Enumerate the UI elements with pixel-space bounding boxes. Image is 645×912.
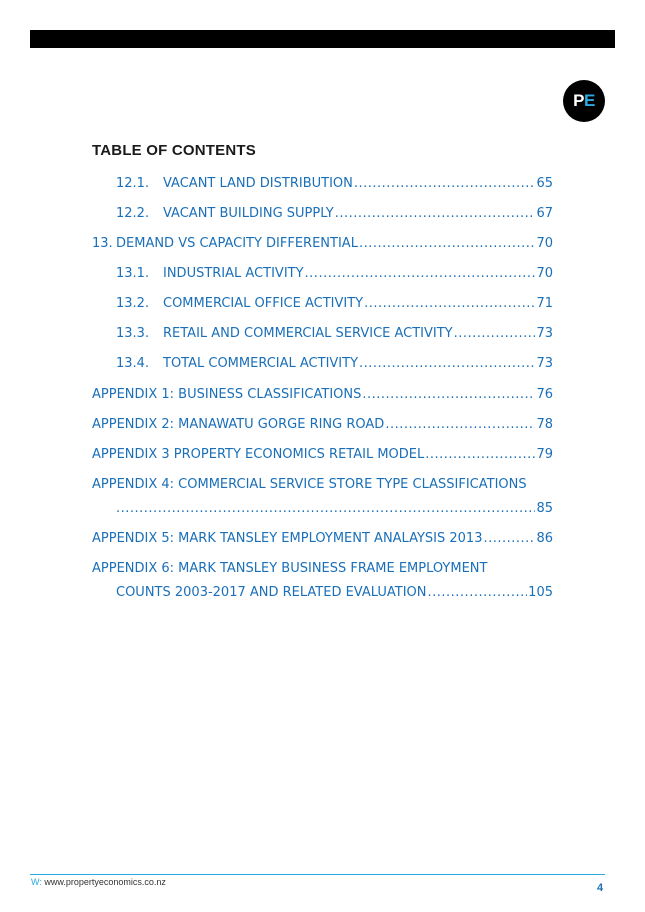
toc-entry-12-2[interactable] xyxy=(116,205,553,223)
footer-divider xyxy=(30,874,605,875)
toc-entry-page: 65 xyxy=(536,176,553,191)
toc-entry-title: RETAIL AND COMMERCIAL SERVICE ACTIVITY xyxy=(163,326,453,341)
toc-entry-appendix-4-title[interactable]: APPENDIX 4: COMMERCIAL SERVICE STORE TYPE CLASSIFICATIONS xyxy=(92,477,527,492)
toc-entry-13-4[interactable] xyxy=(116,355,553,373)
footer-url-prefix: W: xyxy=(31,877,42,887)
toc-entry-12-1[interactable] xyxy=(116,175,553,193)
toc-entry-appendix-6-title[interactable]: APPENDIX 6: MARK TANSLEY BUSINESS FRAME EMPLOYMENT xyxy=(92,561,488,576)
toc-leader-dots xyxy=(428,584,528,602)
toc-leader-dots xyxy=(359,355,535,373)
toc-leader-dots xyxy=(335,205,536,223)
page-number: 4 xyxy=(597,882,604,894)
toc-entry-title: VACANT BUILDING SUPPLY xyxy=(163,206,334,221)
logo-letter-e: E xyxy=(584,91,595,110)
toc-entry-title: INDUSTRIAL ACTIVITY xyxy=(163,266,304,281)
toc-entry-number: 13. xyxy=(92,236,113,251)
logo-letter-p: P xyxy=(573,91,584,110)
toc-leader-dots xyxy=(425,446,535,464)
header-bar xyxy=(30,30,615,48)
toc-leader-dots xyxy=(385,416,535,434)
toc-entry-13-3[interactable] xyxy=(116,325,553,343)
toc-leader-dots xyxy=(305,265,536,283)
property-economics-logo xyxy=(563,80,605,122)
toc-leader-dots xyxy=(364,295,535,313)
toc-entry-title: DEMAND VS CAPACITY DIFFERENTIAL xyxy=(116,236,358,251)
toc-entry-number: 13.1. xyxy=(116,266,150,281)
toc-entry-number: 13.3. xyxy=(116,326,150,341)
toc-entry-title: COMMERCIAL OFFICE ACTIVITY xyxy=(163,296,364,311)
toc-entry-page: 71 xyxy=(536,296,553,311)
toc-entry-page: 105 xyxy=(528,585,553,600)
toc-entry-appendix-6[interactable] xyxy=(116,584,553,602)
toc-entry-number: 12.2. xyxy=(116,206,150,221)
toc-entry-page: 76 xyxy=(536,387,553,402)
toc-leader-dots xyxy=(354,175,536,193)
toc-entry-page: 73 xyxy=(536,356,553,371)
toc-entry-number: 13.2. xyxy=(116,296,150,311)
footer-url-text: www.propertyeconomics.co.nz xyxy=(44,877,166,887)
toc-leader-dots xyxy=(362,386,535,404)
toc-entry-page: 73 xyxy=(536,326,553,341)
toc-entry-13-2[interactable] xyxy=(116,295,553,313)
toc-leader-dots xyxy=(454,325,536,343)
toc-entry-page: 67 xyxy=(536,206,553,221)
footer-website[interactable] xyxy=(31,877,166,887)
toc-entry-page: 78 xyxy=(536,417,553,432)
toc-entry-appendix-4[interactable] xyxy=(116,500,553,518)
toc-entry-title: APPENDIX 3 PROPERTY ECONOMICS RETAIL MODEL xyxy=(92,447,425,462)
toc-entry-title: TOTAL COMMERCIAL ACTIVITY xyxy=(163,356,359,371)
toc-title: TABLE OF CONTENTS xyxy=(92,142,256,159)
toc-entry-title: APPENDIX 5: MARK TANSLEY EMPLOYMENT ANALAYSIS 2013 xyxy=(92,531,483,546)
toc-entry-appendix-5[interactable] xyxy=(92,530,553,548)
toc-leader-dots xyxy=(116,500,535,518)
toc-entry-13[interactable] xyxy=(92,235,553,253)
toc-entry-page: 86 xyxy=(536,531,553,546)
toc-entry-page: 70 xyxy=(536,236,553,251)
toc-entry-page: 79 xyxy=(536,447,553,462)
toc-entry-page: 85 xyxy=(536,501,553,516)
toc-entry-appendix-1[interactable] xyxy=(92,386,553,404)
toc-entry-title: VACANT LAND DISTRIBUTION xyxy=(163,176,353,191)
toc-entry-number: 12.1. xyxy=(116,176,150,191)
toc-entry-13-1[interactable] xyxy=(116,265,553,283)
toc-leader-dots xyxy=(359,235,536,253)
toc-leader-dots xyxy=(483,530,535,548)
toc-entry-title-continued: COUNTS 2003-2017 AND RELATED EVALUATION xyxy=(116,585,427,600)
toc-entry-appendix-3[interactable] xyxy=(92,446,553,464)
toc-entry-title: APPENDIX 1: BUSINESS CLASSIFICATIONS xyxy=(92,387,362,402)
toc-entry-appendix-2[interactable] xyxy=(92,416,553,434)
toc-entry-title: APPENDIX 2: MANAWATU GORGE RING ROAD xyxy=(92,417,385,432)
toc-entry-number: 13.4. xyxy=(116,356,150,371)
toc-entry-page: 70 xyxy=(536,266,553,281)
